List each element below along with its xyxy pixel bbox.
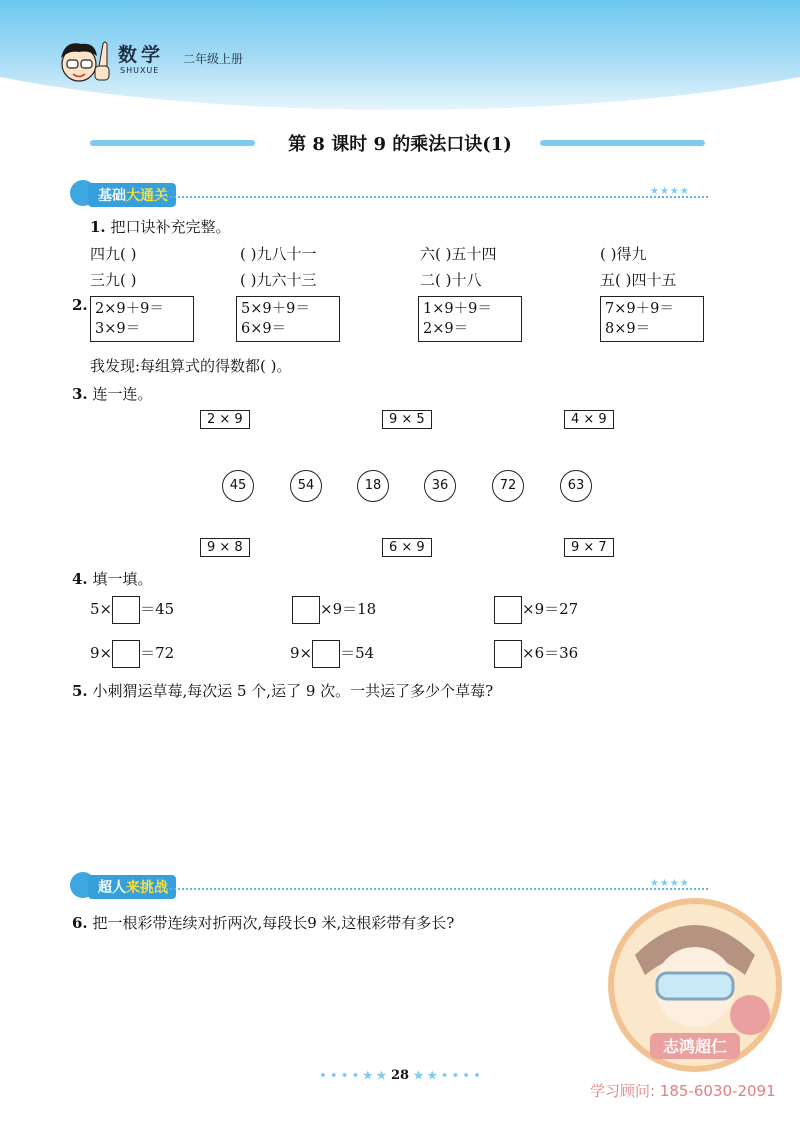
superhero-watermark-icon [605, 895, 785, 1075]
q1-cell[interactable]: 四九( ) [90, 245, 137, 263]
fill-item: ×6＝36 [494, 640, 578, 668]
question-6: 6. 把一根彩带连续对折两次,每段长9 米,这根彩带有多长? [72, 914, 455, 932]
q1-cell[interactable]: 二( )十八 [420, 271, 482, 289]
section-stars: ★★★★ [650, 186, 690, 197]
lesson-title: 第 8 课时 9 的乘法口诀(1) [288, 134, 512, 155]
section-label: 基础大通关 [88, 183, 176, 207]
fill-item: 9× ＝54 [290, 640, 374, 668]
section-header-basic [70, 180, 715, 210]
answer-box[interactable] [312, 640, 340, 668]
brand-text: 志鸿超仁 [662, 1037, 728, 1056]
match-bottom-card[interactable]: 6 × 9 [382, 538, 432, 557]
match-circle[interactable]: 45 [222, 470, 254, 502]
q1-cell[interactable]: ( )得九 [600, 245, 647, 263]
answer-box[interactable] [292, 596, 320, 624]
fill-item: ×9＝18 [292, 596, 376, 624]
match-bottom-card[interactable]: 9 × 7 [564, 538, 614, 557]
match-top-card[interactable]: 9 × 5 [382, 410, 432, 429]
answer-box[interactable] [112, 596, 140, 624]
page-number-row: • • • • ★ ★ 28 ★ ★ • • • • [319, 1068, 481, 1083]
question-5: 5. 小刺猬运草莓,每次运 5 个,运了 9 次。一共运了多少个草莓? [72, 682, 494, 700]
q1-cell[interactable]: 五( )四十五 [600, 271, 677, 289]
match-top-card[interactable]: 4 × 9 [564, 410, 614, 429]
fill-item: 9× ＝72 [90, 640, 174, 668]
match-top-card[interactable]: 2 × 9 [200, 410, 250, 429]
question-1: 1. 把口诀补充完整。 [90, 218, 231, 236]
q1-cell[interactable]: 三九( ) [90, 271, 137, 289]
fill-item: ×9＝27 [494, 596, 578, 624]
fill-item: 5× ＝45 [90, 596, 174, 624]
equation-group: 1×9＋9＝ 2×9＝ [418, 296, 522, 342]
match-circle[interactable]: 36 [424, 470, 456, 502]
match-circle[interactable]: 63 [560, 470, 592, 502]
subject-pinyin: SHUXUE [120, 66, 160, 75]
subject-title: 数学 [118, 44, 165, 66]
question-3: 3. 连一连。 [72, 385, 153, 403]
match-circle[interactable]: 72 [492, 470, 524, 502]
section-dots [158, 888, 708, 890]
match-bottom-card[interactable]: 9 × 8 [200, 538, 250, 557]
equation-group: 2×9＋9＝ 3×9＝ [90, 296, 194, 342]
answer-box[interactable] [112, 640, 140, 668]
section-label: 超人来挑战 [88, 875, 176, 899]
q1-cell[interactable]: 六( )五十四 [420, 245, 497, 263]
match-circle[interactable]: 18 [357, 470, 389, 502]
q1-cell[interactable]: ( )九六十三 [240, 271, 317, 289]
equation-group: 7×9＋9＝ 8×9＝ [600, 296, 704, 342]
q2-finding[interactable]: 我发现:每组算式的得数都( )。 [90, 357, 292, 375]
match-circle[interactable]: 54 [290, 470, 322, 502]
grade-label: 二年级上册 [183, 52, 244, 66]
advisor-contact: 学习顾问: 185-6030-2091 [590, 1082, 776, 1100]
answer-box[interactable] [494, 640, 522, 668]
answer-box[interactable] [494, 596, 522, 624]
equation-group: 5×9＋9＝ 6×9＝ [236, 296, 340, 342]
page-number: 28 [390, 1068, 410, 1083]
q1-cell[interactable]: ( )九八十一 [240, 245, 317, 263]
mascot-icon [55, 36, 115, 92]
question-4: 4. 填一填。 [72, 570, 153, 588]
section-dots [158, 196, 708, 198]
section-stars: ★★★★ [650, 878, 690, 889]
question-2-number: 2. [72, 296, 88, 314]
